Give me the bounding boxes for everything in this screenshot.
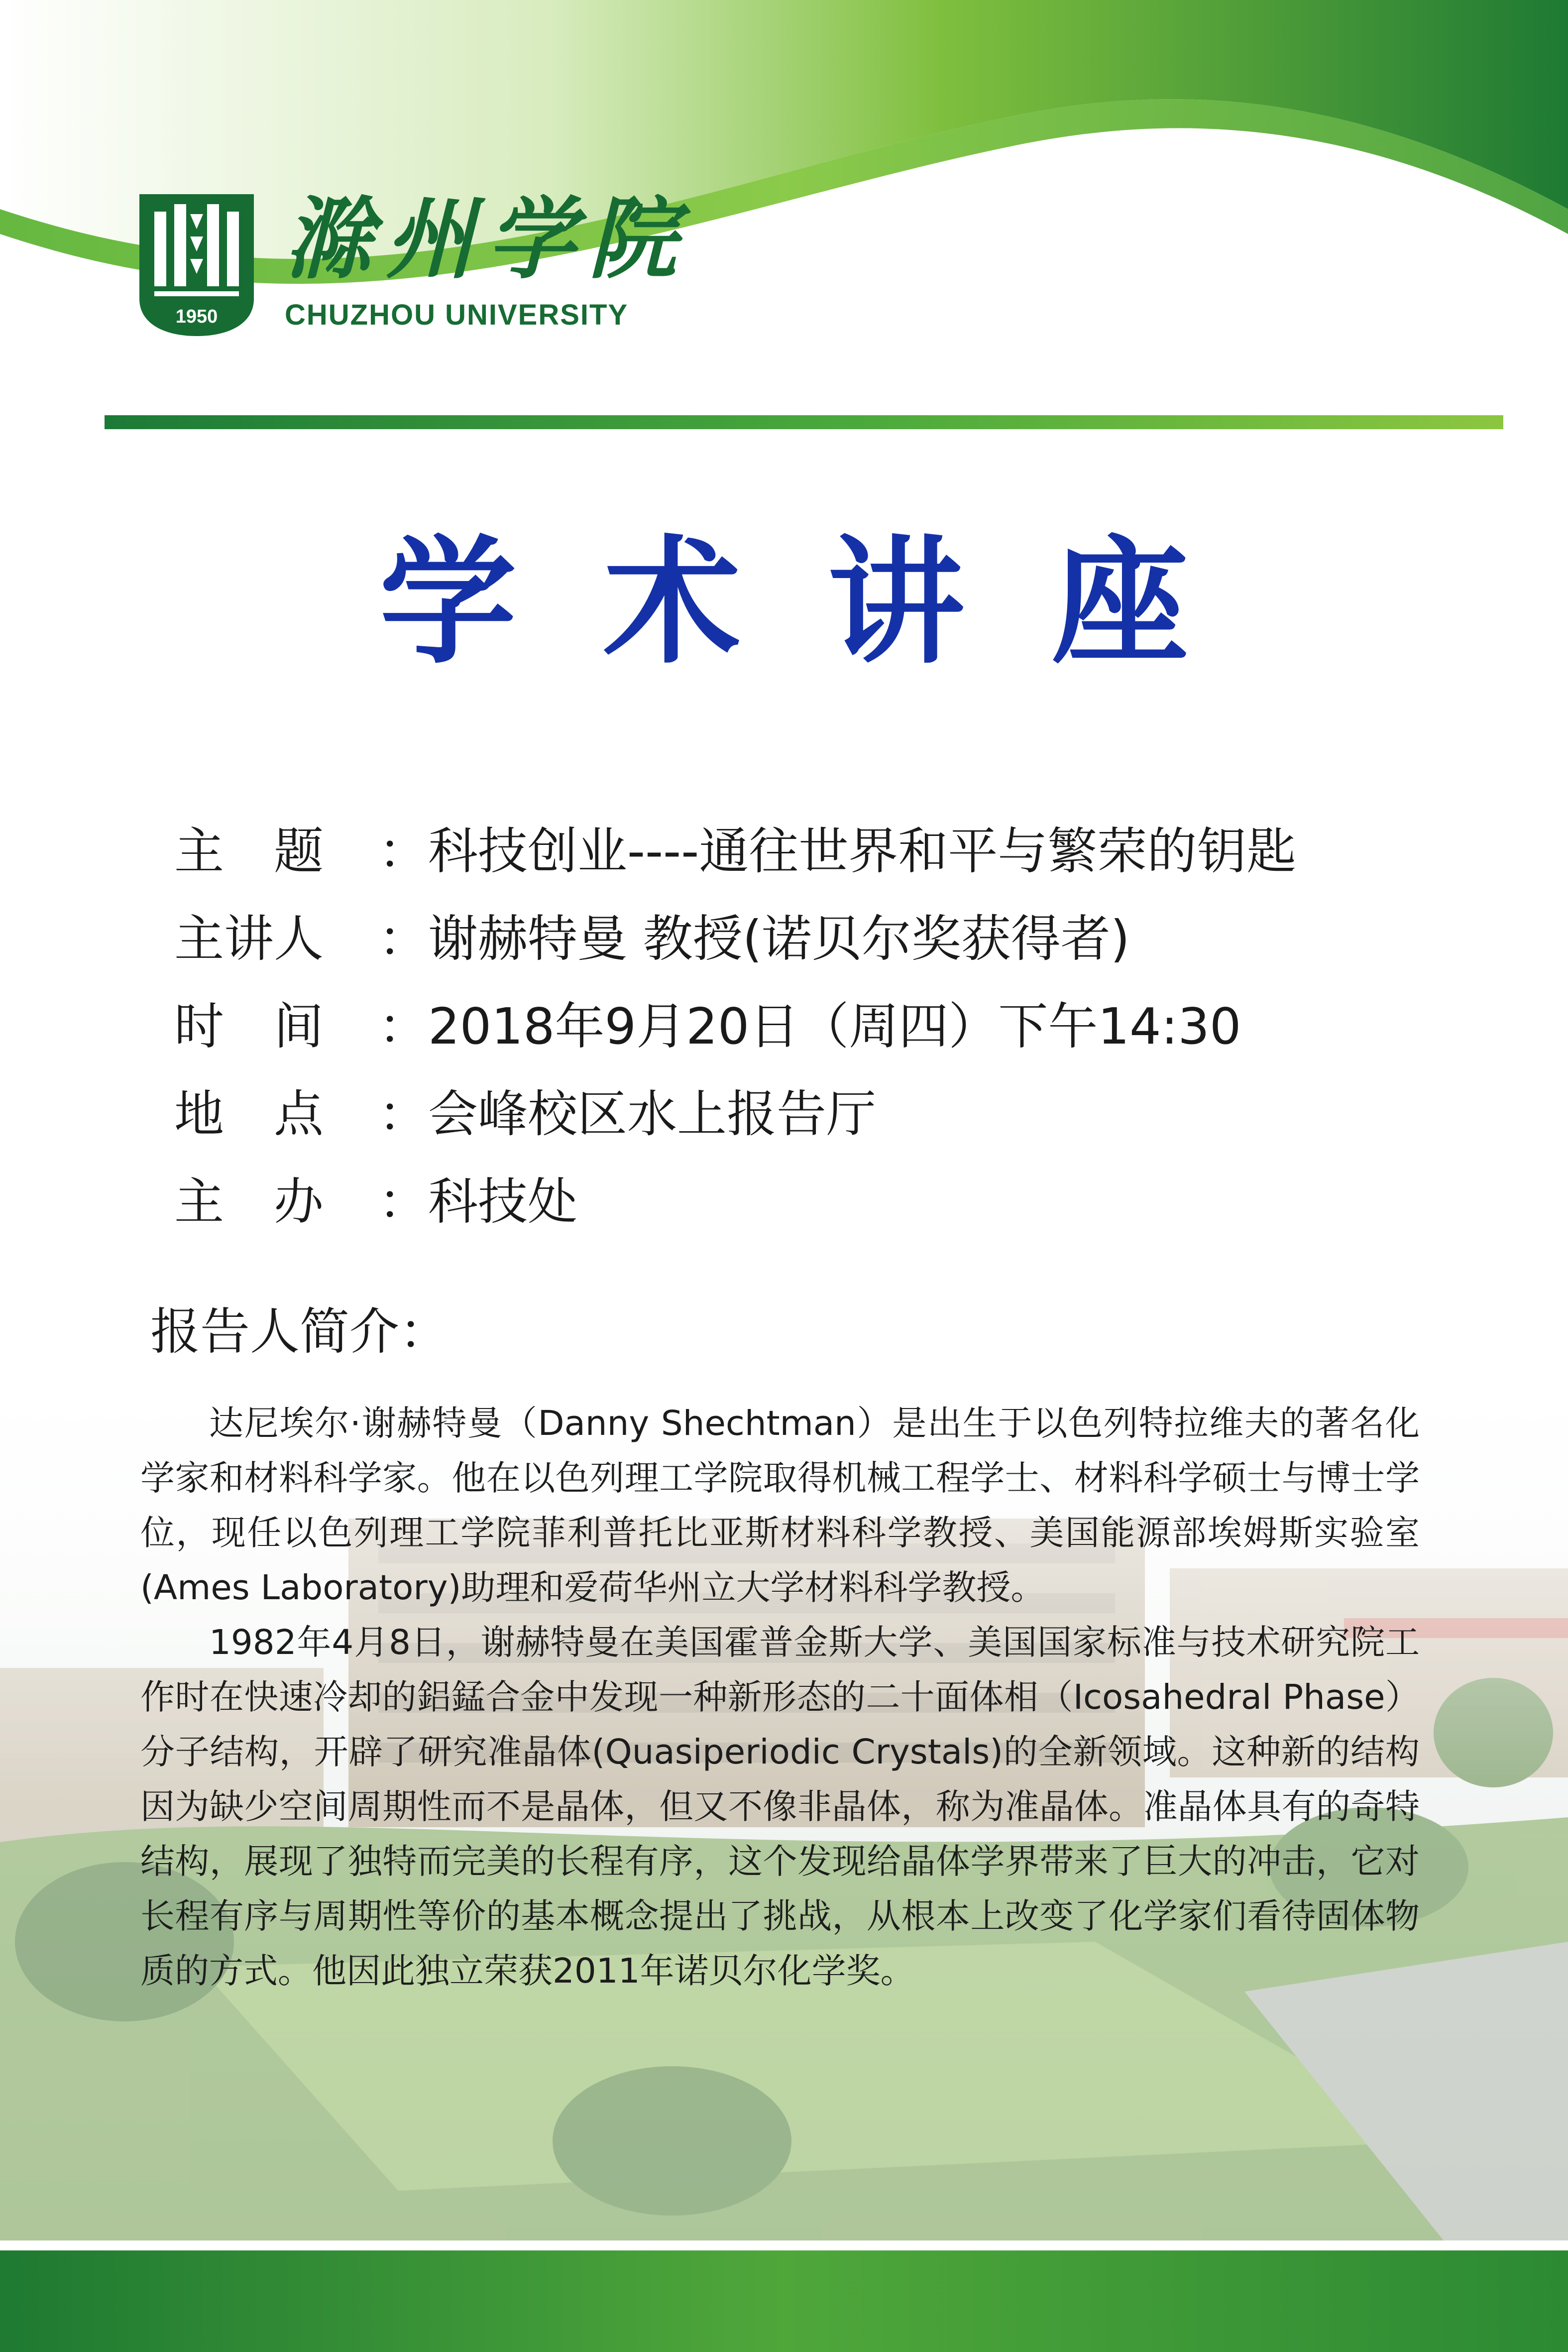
svg-text:1950: 1950 xyxy=(175,306,218,327)
speaker-bio xyxy=(140,1396,1420,1999)
university-name-cn: 滁州学院 xyxy=(284,187,690,291)
info-value: 2018年9月20日（周四）下午14:30 xyxy=(428,997,1241,1056)
info-label: 地 点 xyxy=(174,1085,324,1143)
bio-paragraph: 1982年4月8日，谢赫特曼在美国霍普金斯大学、美国国家标准与技术研究院工作时在快速冷却的鋁錳合金中发现一种新形态的二十面体相（Icosahedral Phase）分子结构，开辟了研究准晶体(Quasiperiodic Crystals)的全新领域。这种新的结构因为缺少空间周期性而不是晶体，但又不像非晶体，称为准晶体。准晶体具有的奇特结构，展现了独特而完美的长程有序，这个发现给晶体学界带来了巨大的冲击，它对长程有序与周期性等价的基本概念提出了挑战，从根本上改变了化学家们看待固体物质的方式。他因此独立荣获2011年诺贝尔化学奖。 xyxy=(140,1623,1420,1991)
info-label: 主讲人 xyxy=(174,910,324,968)
info-value: 谢赫特曼 教授(诺贝尔奖获得者) xyxy=(428,910,1130,968)
info-row-time: 时 间 ：2018年9月20日（周四）下午14:30 xyxy=(174,983,1518,1070)
university-name-en: CHUZHOU UNIVERSITY xyxy=(285,299,629,331)
info-value: 会峰校区水上报告厅 xyxy=(428,1085,876,1143)
info-value: 科技处 xyxy=(428,1173,577,1231)
page-title: 学术讲座 xyxy=(379,523,1276,682)
speaker-intro-heading: 报告人简介： xyxy=(150,1302,449,1361)
info-row-organizer: 主 办 ：科技处 xyxy=(174,1158,1518,1246)
university-emblem xyxy=(134,189,259,339)
info-row-location: 地 点 ：会峰校区水上报告厅 xyxy=(174,1070,1518,1158)
info-row-speaker: 主讲人 ：谢赫特曼 教授(诺贝尔奖获得者) xyxy=(174,895,1518,983)
bio-paragraph: 达尼埃尔·谢赫特曼（Danny Shechtman）是出生于以色列特拉维夫的著名化学家和材料科学家。他在以色列理工学院取得机械工程学士、材料科学硕士与博士学位，现任以色列理工学院菲利普托比亚斯材料科学教授、美国能源部埃姆斯实验室(Ames Laboratory)助理和爱荷华州立大学材料科学教授。 xyxy=(140,1404,1420,1608)
info-label: 主 办 xyxy=(174,1173,324,1231)
info-label: 主 题 xyxy=(174,822,324,880)
university-logo xyxy=(134,187,690,339)
info-row-topic: 主 题 ：科技创业----通往世界和平与繁荣的钥匙 xyxy=(174,808,1518,895)
info-value: 科技创业----通往世界和平与繁荣的钥匙 xyxy=(428,822,1297,880)
lecture-info xyxy=(174,808,1518,1246)
info-label: 时 间 xyxy=(174,997,324,1056)
header-divider xyxy=(105,415,1503,429)
